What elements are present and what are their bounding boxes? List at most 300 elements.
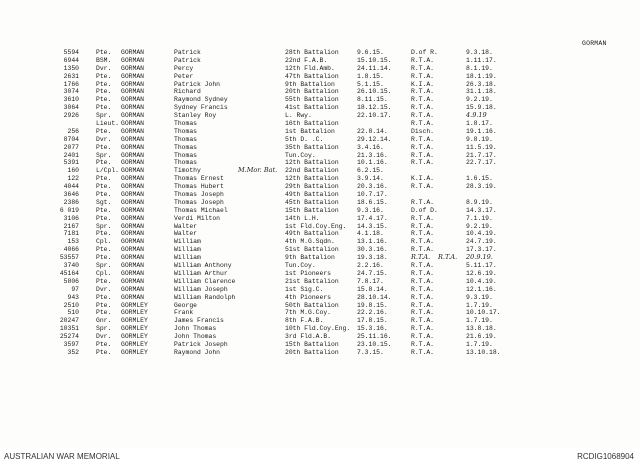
surname-cell: GORMAN <box>121 285 145 293</box>
surname-cell: GORMLEY <box>121 301 148 309</box>
table-row <box>0 49 640 57</box>
service-number-cell: 510 <box>67 309 79 317</box>
surname-cell: GORMAN <box>121 167 145 175</box>
surname-cell: GORMAN <box>121 222 145 230</box>
unit-cell: 10th Fld.Coy.Eng. <box>285 325 351 333</box>
given-names-cell: Patrick Joseph <box>174 340 228 348</box>
unit-cell: 12th Fld.Amb. <box>285 64 335 72</box>
unit-cell: 49th Battalion <box>285 191 339 199</box>
surname-cell: GORMAN <box>121 112 145 120</box>
given-names-cell: Thomas Joseph <box>174 198 224 206</box>
fate-cell: R.T.A. <box>411 72 435 80</box>
unit-cell: 9th Battalion <box>285 254 335 262</box>
service-number-cell: 2077 <box>63 143 79 151</box>
given-names-cell: William Randolph <box>174 293 236 301</box>
final-date-cell: 13.8.18. <box>466 325 497 333</box>
rank-cell: Pte. <box>96 96 112 104</box>
rank-cell: Pte. <box>96 104 112 112</box>
final-date-cell: 10.10.17. <box>466 309 501 317</box>
service-number-cell: 5806 <box>63 277 79 285</box>
service-number-cell: 2401 <box>63 151 79 159</box>
service-number-cell: 4066 <box>63 246 79 254</box>
surname-cell: GORMAN <box>121 198 145 206</box>
table-row <box>0 191 640 199</box>
given-names-cell: Thomas Ernest <box>174 175 224 183</box>
rank-cell: Pte. <box>96 246 112 254</box>
unit-cell: 5th D. .C. <box>285 135 324 143</box>
service-number-cell: 2631 <box>63 72 79 80</box>
enlistment-date-cell: 7.8.17. <box>357 277 384 285</box>
table-row <box>0 246 640 254</box>
table-row <box>0 120 640 128</box>
fate-cell: R.T.A. <box>411 230 435 238</box>
surname-cell: GORMAN <box>121 64 145 72</box>
service-number-cell: 122 <box>67 175 79 183</box>
service-number-cell: 10351 <box>59 325 79 333</box>
fate-cell: R.T.A. <box>411 269 435 277</box>
footer-bar <box>0 448 640 466</box>
fate-cell: R.T.A. <box>411 317 435 325</box>
service-number-cell: 5391 <box>63 159 79 167</box>
surname-cell: GORMAN <box>121 277 145 285</box>
service-number-cell: 45164 <box>59 269 79 277</box>
surname-cell: GORMAN <box>121 293 145 301</box>
surname-cell: GORMAN <box>121 49 145 56</box>
fate-cell: R.T.A. <box>411 262 435 270</box>
rank-cell: Lieut. <box>96 120 120 128</box>
unit-cell: 1st Fld.Coy.Eng. <box>285 222 347 230</box>
unit-cell: 8th F.A.B. <box>285 317 324 325</box>
unit-cell: 55th Battalion <box>285 96 339 104</box>
service-number-cell: 20247 <box>59 317 79 325</box>
final-date-cell: 11.5.19. <box>466 143 497 151</box>
service-number-cell: 2926 <box>63 112 79 120</box>
enlistment-date-cell: 7.3.15. <box>357 348 384 356</box>
table-row <box>0 144 640 152</box>
rank-cell: Sgt. <box>96 198 112 206</box>
unit-cell: 1st Pioneers <box>285 269 332 277</box>
unit-cell: 1st Battalion <box>285 127 335 135</box>
service-number-cell: 256 <box>67 127 79 135</box>
surname-cell: GORMLEY <box>121 348 148 356</box>
final-date-cell: 21.7.17. <box>466 151 497 159</box>
given-names-cell: Thomas <box>174 127 198 135</box>
fate-cell: R.T.A. <box>411 214 435 222</box>
enlistment-date-cell: 4.1.18. <box>357 230 384 238</box>
unit-cell: 47th Battalion <box>285 72 339 80</box>
fate-cell: R.T.A. <box>411 96 435 104</box>
service-number-cell: 3740 <box>63 262 79 270</box>
table-row <box>0 152 640 160</box>
table-row <box>0 88 640 96</box>
enlistment-date-cell: 1.8.15. <box>357 72 384 80</box>
final-date-cell: 9.2.19. <box>466 96 493 104</box>
fate-cell: R.T.A. <box>411 120 435 128</box>
final-date-cell: 26.3.18. <box>466 80 497 88</box>
fate-cell: R.T.A. <box>411 325 435 333</box>
unit-cell: 7th M.G.Coy. <box>285 309 332 317</box>
table-row <box>0 302 640 310</box>
surname-cell: GORMAN <box>121 206 145 214</box>
final-date-cell: 9.3.18. <box>466 49 493 56</box>
enlistment-date-cell: 22.10.17. <box>357 112 392 120</box>
table-row <box>0 262 640 270</box>
unit-cell: L. Rwy. <box>285 112 312 120</box>
enlistment-date-cell: 21.3.16. <box>357 151 388 159</box>
surname-cell: GORMAN <box>121 191 145 199</box>
enlistment-date-cell: 26.10.15. <box>357 88 392 96</box>
fate-cell: R.T.A. <box>411 198 435 206</box>
table-row <box>0 112 640 120</box>
rank-cell: Pte. <box>96 127 112 135</box>
unit-cell: 1st Sig.C. <box>285 285 324 293</box>
unit-cell: 41st Battalion <box>285 104 339 112</box>
surname-cell: GORMAN <box>121 175 145 183</box>
unit-cell: Tun.Coy. <box>285 262 316 270</box>
given-names-cell: William Anthony <box>174 262 232 270</box>
surname-cell: GORMAN <box>121 143 145 151</box>
given-names-cell: Patrick <box>174 49 201 56</box>
enlistment-date-cell: 14.3.15. <box>357 222 388 230</box>
rank-cell: Dvr. <box>96 135 112 143</box>
rank-cell: Pte. <box>96 293 112 301</box>
given-names-cell: Patrick <box>174 56 201 64</box>
surname-cell: GORMAN <box>121 262 145 270</box>
given-names-cell: Thomas <box>174 135 198 143</box>
rank-cell: Pte. <box>96 214 112 222</box>
rank-cell: Dvr. <box>96 285 112 293</box>
given-names-cell: Timothy <box>174 167 201 175</box>
rank-cell: Pte. <box>96 191 112 199</box>
enlistment-date-cell: 17.4.17. <box>357 214 388 222</box>
table-row <box>0 65 640 73</box>
service-number-cell: 3074 <box>63 88 79 96</box>
rank-cell: Pte. <box>96 348 112 356</box>
enlistment-date-cell: 10.7.17. <box>357 191 388 199</box>
fate-cell: R.T.A. <box>411 159 435 167</box>
table-row <box>0 341 640 349</box>
surname-cell: GORMAN <box>121 151 145 159</box>
surname-tag: GORMAN <box>582 40 607 47</box>
final-date-cell: 1.7.19. <box>466 301 493 309</box>
unit-cell: 49th Battalion <box>285 230 339 238</box>
enlistment-date-cell: 18.6.15. <box>357 198 388 206</box>
table-row <box>0 270 640 278</box>
final-date-cell: 12.6.19. <box>466 269 497 277</box>
service-number-cell: 153 <box>67 238 79 246</box>
surname-cell: GORMAN <box>121 72 145 80</box>
surname-cell: GORMLEY <box>121 317 148 325</box>
unit-cell: 20th Battalion <box>285 348 339 356</box>
enlistment-date-cell: 17.8.15. <box>357 317 388 325</box>
unit-cell: 15th Battalion <box>285 206 339 214</box>
service-number-cell: 53557 <box>59 254 79 262</box>
table-row <box>0 230 640 238</box>
unit-cell: 35th Battalion <box>285 143 339 151</box>
surname-cell: GORMAN <box>121 120 145 128</box>
table-row <box>0 128 640 136</box>
enlistment-date-cell: 19.3.18. <box>357 254 388 262</box>
given-names-cell: William <box>174 254 201 262</box>
rank-cell: Pte. <box>96 206 112 214</box>
table-row <box>0 286 640 294</box>
final-date-cell: 28.3.19. <box>466 183 497 191</box>
table-row <box>0 104 640 112</box>
table-row <box>0 294 640 302</box>
final-date-cell: 17.3.17. <box>466 246 497 254</box>
surname-cell: GORMAN <box>121 214 145 222</box>
given-names-cell: Raymond John <box>174 348 221 356</box>
fate-cell: R.T.A. <box>411 309 435 317</box>
table-row <box>0 254 640 262</box>
surname-cell: GORMLEY <box>121 333 148 341</box>
service-number-cell: 2510 <box>63 301 79 309</box>
service-number-cell: 3106 <box>63 214 79 222</box>
given-names-cell: Thomas <box>174 151 198 159</box>
table-row <box>0 96 640 104</box>
service-number-cell: 3646 <box>63 191 79 199</box>
surname-cell: GORMLEY <box>121 309 148 317</box>
fate-cell: R.T.A. <box>411 56 435 64</box>
fate-cell: R.T.A. <box>411 301 435 309</box>
table-row <box>0 57 640 65</box>
table-row <box>0 349 640 357</box>
service-number-cell: 97 <box>71 285 79 293</box>
unit-cell: 50th Battalion <box>285 301 339 309</box>
surname-cell: GORMAN <box>121 269 145 277</box>
surname-cell: GORMAN <box>121 127 145 135</box>
surname-cell: GORMAN <box>121 104 145 112</box>
surname-cell: GORMAN <box>121 56 145 64</box>
final-date-cell: 22.7.17. <box>466 159 497 167</box>
given-names-cell: James Francis <box>174 317 224 325</box>
fate-cell: D.of R. <box>411 49 438 56</box>
enlistment-date-cell: 23.10.15. <box>357 340 392 348</box>
table-row <box>0 73 640 81</box>
unit-cell: 21st Battalion <box>285 277 339 285</box>
rank-cell: Pte. <box>96 309 112 317</box>
service-number-cell: 3064 <box>63 104 79 112</box>
rank-cell: Pte. <box>96 159 112 167</box>
given-names-cell: John Thomas <box>174 333 217 341</box>
table-row <box>0 238 640 246</box>
table-row <box>0 278 640 286</box>
final-date-cell: 31.1.18. <box>466 88 497 96</box>
service-number-cell: 3610 <box>63 96 79 104</box>
rank-cell: Cpl. <box>96 269 112 277</box>
surname-cell: GORMAN <box>121 230 145 238</box>
rank-cell: Pte. <box>96 340 112 348</box>
handwritten-unit-note: M.Mor. Bat. <box>238 166 278 175</box>
enlistment-date-cell: 28.10.14. <box>357 293 392 301</box>
given-names-cell: William Joseph <box>174 285 228 293</box>
table-row <box>0 175 640 183</box>
service-number-cell: 8704 <box>63 135 79 143</box>
rank-cell: Pte. <box>96 49 112 56</box>
given-names-cell: Sydney Francis <box>174 104 228 112</box>
unit-cell: 16th Battalion <box>285 120 339 128</box>
service-number-cell: 5594 <box>63 49 79 56</box>
fate-cell: R.T.A. <box>411 277 435 285</box>
final-date-cell: 8.1.19. <box>466 64 493 72</box>
rank-cell: Gnr. <box>96 317 112 325</box>
fate-cell: R.T.A. <box>411 253 431 262</box>
service-number-cell: 1766 <box>63 80 79 88</box>
surname-cell: GORMAN <box>121 238 145 246</box>
rank-cell: Pte. <box>96 277 112 285</box>
given-names-cell: Thomas Michael <box>174 206 228 214</box>
given-names-cell: William <box>174 238 201 246</box>
unit-cell: Tun.Coy. <box>285 151 316 159</box>
record-id: RCDIG1068904 <box>577 452 634 461</box>
given-names-cell: Thomas <box>174 120 198 128</box>
rank-cell: Spr. <box>96 151 112 159</box>
final-date-cell: 9.2.19. <box>466 222 493 230</box>
final-date-cell: 12.1.16. <box>466 285 497 293</box>
unit-cell: 12th Battalion <box>285 175 339 183</box>
unit-cell: 29th Battalion <box>285 183 339 191</box>
rank-cell: Pte. <box>96 80 112 88</box>
surname-cell: GORMLEY <box>121 325 148 333</box>
final-date-cell: 7.1.19. <box>466 214 493 222</box>
final-date-cell: 20.9.19. <box>466 253 493 262</box>
fate-cell: R.T.A. <box>411 238 435 246</box>
enlistment-date-cell: 2.2.16. <box>357 262 384 270</box>
table-row <box>0 325 640 333</box>
rank-cell: Spr. <box>96 112 112 120</box>
final-date-cell: 9.8.19. <box>466 135 493 143</box>
final-date-cell: 9.3.19. <box>466 293 493 301</box>
enlistment-date-cell: 6.2.15. <box>357 167 384 175</box>
enlistment-date-cell: 30.3.16. <box>357 246 388 254</box>
surname-cell: GORMAN <box>121 135 145 143</box>
enlistment-date-cell: 19.8.15. <box>357 301 388 309</box>
fate-cell: R.T.A. <box>411 293 435 301</box>
service-number-cell: 7181 <box>63 230 79 238</box>
given-names-cell: Patrick John <box>174 80 221 88</box>
enlistment-date-cell: 15.10.15. <box>357 56 392 64</box>
unit-cell: 20th Battalion <box>285 88 339 96</box>
surname-cell: GORMAN <box>121 254 145 262</box>
table-row <box>0 317 640 325</box>
fate-cell: R.T.A. <box>411 285 435 293</box>
rank-cell: Dvr. <box>96 64 112 72</box>
handwritten-status-note: R.T.A. <box>438 253 458 262</box>
final-date-cell: 8.9.19. <box>466 198 493 206</box>
unit-cell: 45th Battalion <box>285 198 339 206</box>
unit-cell: 22nd F.A.B. <box>285 56 328 64</box>
given-names-cell: Thomas Joseph <box>174 191 224 199</box>
fate-cell: D.of D. <box>411 206 438 214</box>
unit-cell: 28th Battalion <box>285 49 339 56</box>
table-row <box>0 167 640 175</box>
given-names-cell: Frank <box>174 309 194 317</box>
unit-cell: 4th Pioneers <box>285 293 332 301</box>
rank-cell: Pte. <box>96 254 112 262</box>
rank-cell: Pte. <box>96 72 112 80</box>
final-date-cell: 10.4.19. <box>466 277 497 285</box>
fate-cell: Disch. <box>411 127 435 135</box>
service-number-cell: 6 019 <box>59 206 79 214</box>
given-names-cell: Raymond Sydney <box>174 96 228 104</box>
table-row <box>0 159 640 167</box>
service-number-cell: 943 <box>67 293 79 301</box>
archive-name: AUSTRALIAN WAR MEMORIAL <box>4 452 120 461</box>
fate-cell: R.T.A. <box>411 143 435 151</box>
fate-cell: R.T.A. <box>411 151 435 159</box>
fate-cell: R.T.A. <box>411 246 435 254</box>
service-number-cell: 160 <box>67 167 79 175</box>
given-names-cell: Thomas <box>174 143 198 151</box>
fate-cell: R.T.A. <box>411 112 435 120</box>
fate-cell: R.T.A. <box>411 88 435 96</box>
fate-cell: R.T.A. <box>411 104 435 112</box>
given-names-cell: John Thomas <box>174 325 217 333</box>
final-date-cell: 1.11.17. <box>466 56 497 64</box>
service-number-cell: 6944 <box>63 56 79 64</box>
fate-cell: R.T.A. <box>411 348 435 356</box>
given-names-cell: Percy <box>174 64 194 72</box>
given-names-cell: Verdi Milton <box>174 214 221 222</box>
enlistment-date-cell: 22.2.16. <box>357 309 388 317</box>
surname-cell: GORMAN <box>121 96 145 104</box>
given-names-cell: Walter <box>174 222 198 230</box>
unit-cell: 15th Battalion <box>285 340 339 348</box>
final-date-cell: 14.3.17. <box>466 206 497 214</box>
unit-cell: 9th Battalion <box>285 80 335 88</box>
rank-cell: Pte. <box>96 301 112 309</box>
rank-cell: Pte. <box>96 230 112 238</box>
table-row <box>0 223 640 231</box>
enlistment-date-cell: 15.3.16. <box>357 325 388 333</box>
final-date-cell: 15.9.18. <box>466 104 497 112</box>
fate-cell: R.T.A. <box>411 333 435 341</box>
rank-cell: BSM. <box>96 56 112 64</box>
enlistment-date-cell: 25.11.16. <box>357 333 392 341</box>
enlistment-date-cell: 18.12.15. <box>357 104 392 112</box>
final-date-cell: 24.7.19. <box>466 238 497 246</box>
enlistment-date-cell: 9.3.16. <box>357 206 384 214</box>
service-number-cell: 25274 <box>59 333 79 341</box>
final-date-cell: 4.9.19 <box>466 111 487 120</box>
nominal-roll-table <box>0 49 640 357</box>
unit-cell: 3rd Fld.A.B. <box>285 333 332 341</box>
service-number-cell: 3597 <box>63 340 79 348</box>
final-date-cell: 19.1.16. <box>466 127 497 135</box>
final-date-cell: 13.10.18. <box>466 348 501 356</box>
enlistment-date-cell: 9.6.15. <box>357 49 384 56</box>
given-names-cell: Thomas Hubert <box>174 183 224 191</box>
service-number-cell: 352 <box>67 348 79 356</box>
table-row <box>0 207 640 215</box>
fate-cell: R.T.A. <box>411 222 435 230</box>
table-row <box>0 81 640 89</box>
surname-cell: GORMAN <box>121 183 145 191</box>
fate-cell: R.T.A. <box>411 340 435 348</box>
given-names-cell: William Arthur <box>174 269 228 277</box>
final-date-cell: 1.7.19. <box>466 317 493 325</box>
enlistment-date-cell: 24.7.15. <box>357 269 388 277</box>
final-date-cell: 21.6.19. <box>466 333 497 341</box>
enlistment-date-cell: 3.4.16. <box>357 143 384 151</box>
rank-cell: Pte. <box>96 175 112 183</box>
table-row <box>0 136 640 144</box>
final-date-cell: 10.4.19. <box>466 230 497 238</box>
rank-cell: Pte. <box>96 88 112 96</box>
rank-cell: Cpl. <box>96 238 112 246</box>
rank-cell: Spr. <box>96 262 112 270</box>
enlistment-date-cell: 10.1.16. <box>357 159 388 167</box>
